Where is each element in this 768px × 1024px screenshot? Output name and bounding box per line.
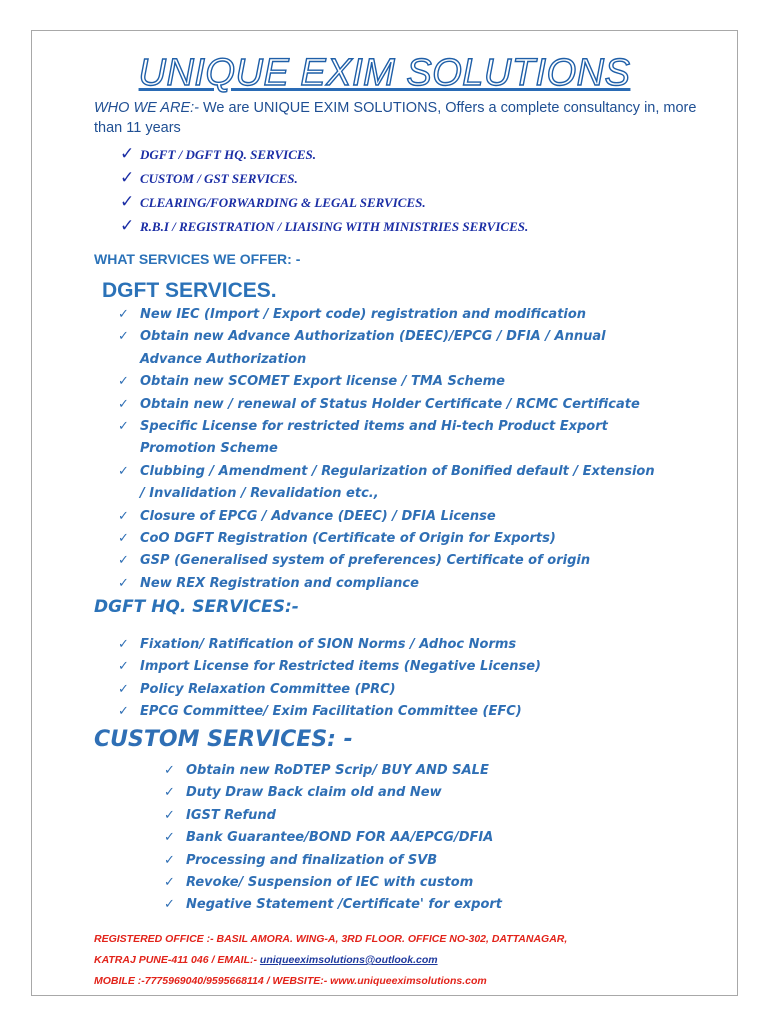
custom-service-item-text: Obtain new RoDTEP Scrip/ BUY AND SALE [186, 763, 489, 778]
who-list-item-text: R.B.I / REGISTRATION / LIAISING WITH MINISTRIES SERVICES. [140, 219, 529, 234]
check-icon: ✓ [164, 830, 175, 846]
check-icon: ✓ [164, 785, 175, 801]
dgft-service-line: Obtain new SCOMET Export license / TMA Scheme [140, 374, 505, 390]
hq-service-item-text: EPCG Committee/ Exim Facilitation Committee (EFC) [140, 704, 522, 720]
dgft-service-line: New REX Registration and compliance [140, 575, 419, 591]
hq-service-item-text: Policy Relaxation Committee (PRC) [140, 681, 396, 697]
custom-service-item [164, 760, 502, 782]
check-icon: ✓ [118, 463, 129, 479]
hq-service-item-text: Import License for Restricted items (Negative License) [140, 659, 541, 675]
who-list-item [120, 190, 528, 214]
dgft-service-item [118, 506, 655, 528]
check-icon: ✓ [118, 575, 129, 591]
custom-service-item-text: IGST Refund [186, 807, 276, 823]
custom-service-item [164, 805, 502, 827]
dgft-service-line: Advance Authorization [140, 351, 307, 367]
who-list-item-text: DGFT / DGFT HQ. SERVICES. [140, 147, 317, 162]
check-icon: ✓ [164, 875, 175, 891]
check-icon: ✓ [120, 192, 135, 212]
who-list-item [120, 166, 528, 190]
check-icon: ✓ [118, 553, 129, 569]
dgft-service-item [118, 550, 655, 572]
dgft-service-item [118, 371, 655, 393]
who-list-item-text: CLEARING/FORWARDING & LEGAL SERVICES. [140, 195, 426, 210]
website-link[interactable]: www.uniqueeximsolutions.com [330, 975, 487, 987]
custom-service-item [164, 872, 502, 894]
dgft-service-line: Promotion Scheme [140, 441, 278, 457]
dgft-service-item [118, 461, 655, 506]
hq-service-item [118, 656, 541, 678]
custom-service-item-text: Processing and finalization of SVB [186, 852, 438, 868]
dgft-service-line: Obtain new / renewal of Status Holder Certificate / RCMC Certificate [140, 396, 640, 412]
hq-service-item [118, 679, 541, 701]
dgft-service-line: Clubbing / Amendment / Regularization of Bonified default / Extension [140, 463, 655, 479]
check-icon: ✓ [118, 531, 129, 547]
offer-heading: WHAT SERVICES WE OFFER: - [94, 251, 301, 267]
custom-services-list [164, 760, 502, 917]
check-icon: ✓ [118, 374, 129, 390]
dgft-service-item [118, 416, 655, 461]
check-icon: ✓ [118, 307, 129, 322]
dgft-service-item [118, 394, 655, 416]
check-icon: ✓ [120, 144, 135, 164]
dgft-service-line: CoO DGFT Registration (Certificate of Origin for Exports) [140, 531, 556, 547]
custom-service-item [164, 894, 502, 916]
custom-service-item [164, 827, 502, 849]
dgft-services-list [118, 304, 655, 595]
footer-address-email-line [94, 950, 724, 971]
dgft-service-line: New IEC (Import / Export code) registration and modification [140, 307, 587, 322]
check-icon: ✓ [120, 168, 135, 188]
check-icon: ✓ [164, 852, 175, 868]
check-icon: ✓ [118, 681, 129, 697]
dgft-service-line: Specific License for restricted items and Hi-tech Product Export [140, 419, 608, 435]
dgft-service-item [118, 573, 655, 595]
check-icon: ✓ [164, 763, 175, 778]
check-icon: ✓ [118, 396, 129, 412]
intro-paragraph [94, 98, 714, 138]
custom-services-heading: CUSTOM SERVICES: - [94, 727, 353, 752]
dgft-service-line: / Invalidation / Revalidation etc., [140, 486, 379, 502]
who-list-item [120, 214, 528, 238]
company-title: UNIQUE EXIM SOLUTIONS [138, 52, 631, 94]
dgft-hq-services-heading: DGFT HQ. SERVICES:- [94, 597, 299, 617]
dgft-service-item [118, 528, 655, 550]
intro-text: We are UNIQUE EXIM SOLUTIONS, Offers a complete consultancy in, more than 11 years [94, 100, 697, 136]
dgft-service-item [118, 326, 655, 371]
footer-mobile-website-line [94, 971, 724, 992]
check-icon: ✓ [118, 659, 129, 675]
hq-service-item [118, 634, 541, 656]
hq-service-item [118, 701, 541, 723]
check-icon: ✓ [118, 508, 129, 524]
check-icon: ✓ [118, 637, 129, 652]
dgft-hq-services-list [118, 634, 541, 724]
custom-service-item-text: Duty Draw Back claim old and New [186, 785, 442, 801]
email-link[interactable]: uniqueeximsolutions@outlook.com [259, 954, 438, 966]
intro-label: WHO WE ARE:- [94, 100, 199, 116]
footer-address: KATRAJ PUNE-411 046 / EMAIL:- [94, 954, 260, 966]
custom-service-item-text: Bank Guarantee/BOND FOR AA/EPCG/DFIA [186, 830, 494, 846]
dgft-service-line: Obtain new Advance Authorization (DEEC)/EPCG / DFIA / Annual [140, 329, 606, 345]
check-icon: ✓ [118, 704, 129, 720]
check-icon: ✓ [164, 897, 175, 913]
footer-mobile: MOBILE :-7775969040/9595668114 / WEBSITE:- [94, 975, 331, 987]
custom-service-item-text: Revoke/ Suspension of IEC with custom [186, 875, 474, 891]
check-icon: ✓ [118, 419, 129, 435]
check-icon: ✓ [120, 216, 135, 236]
who-list-item [120, 142, 528, 166]
footer-registered-office: REGISTERED OFFICE :- BASIL AMORA. WING-A, 3RD FLOOR. OFFICE NO-302, DATTANAGAR, [94, 933, 568, 945]
check-icon: ✓ [164, 807, 175, 823]
dgft-service-line: Closure of EPCG / Advance (DEEC) / DFIA License [140, 508, 496, 524]
footer-contact [94, 929, 724, 992]
dgft-service-item [118, 304, 655, 326]
custom-service-item [164, 850, 502, 872]
who-list-item-text: CUSTOM / GST SERVICES. [140, 171, 298, 186]
dgft-services-heading: DGFT SERVICES. [102, 279, 277, 302]
check-icon: ✓ [118, 329, 129, 345]
document-page [31, 30, 738, 996]
custom-service-item-text: Negative Statement /Certificate' for export [186, 897, 503, 913]
who-we-are-list [120, 142, 528, 238]
dgft-service-line: GSP (Generalised system of preferences) Certificate of origin [140, 553, 591, 569]
hq-service-item-text: Fixation/ Ratification of SION Norms / Adhoc Norms [140, 637, 517, 652]
custom-service-item [164, 782, 502, 804]
